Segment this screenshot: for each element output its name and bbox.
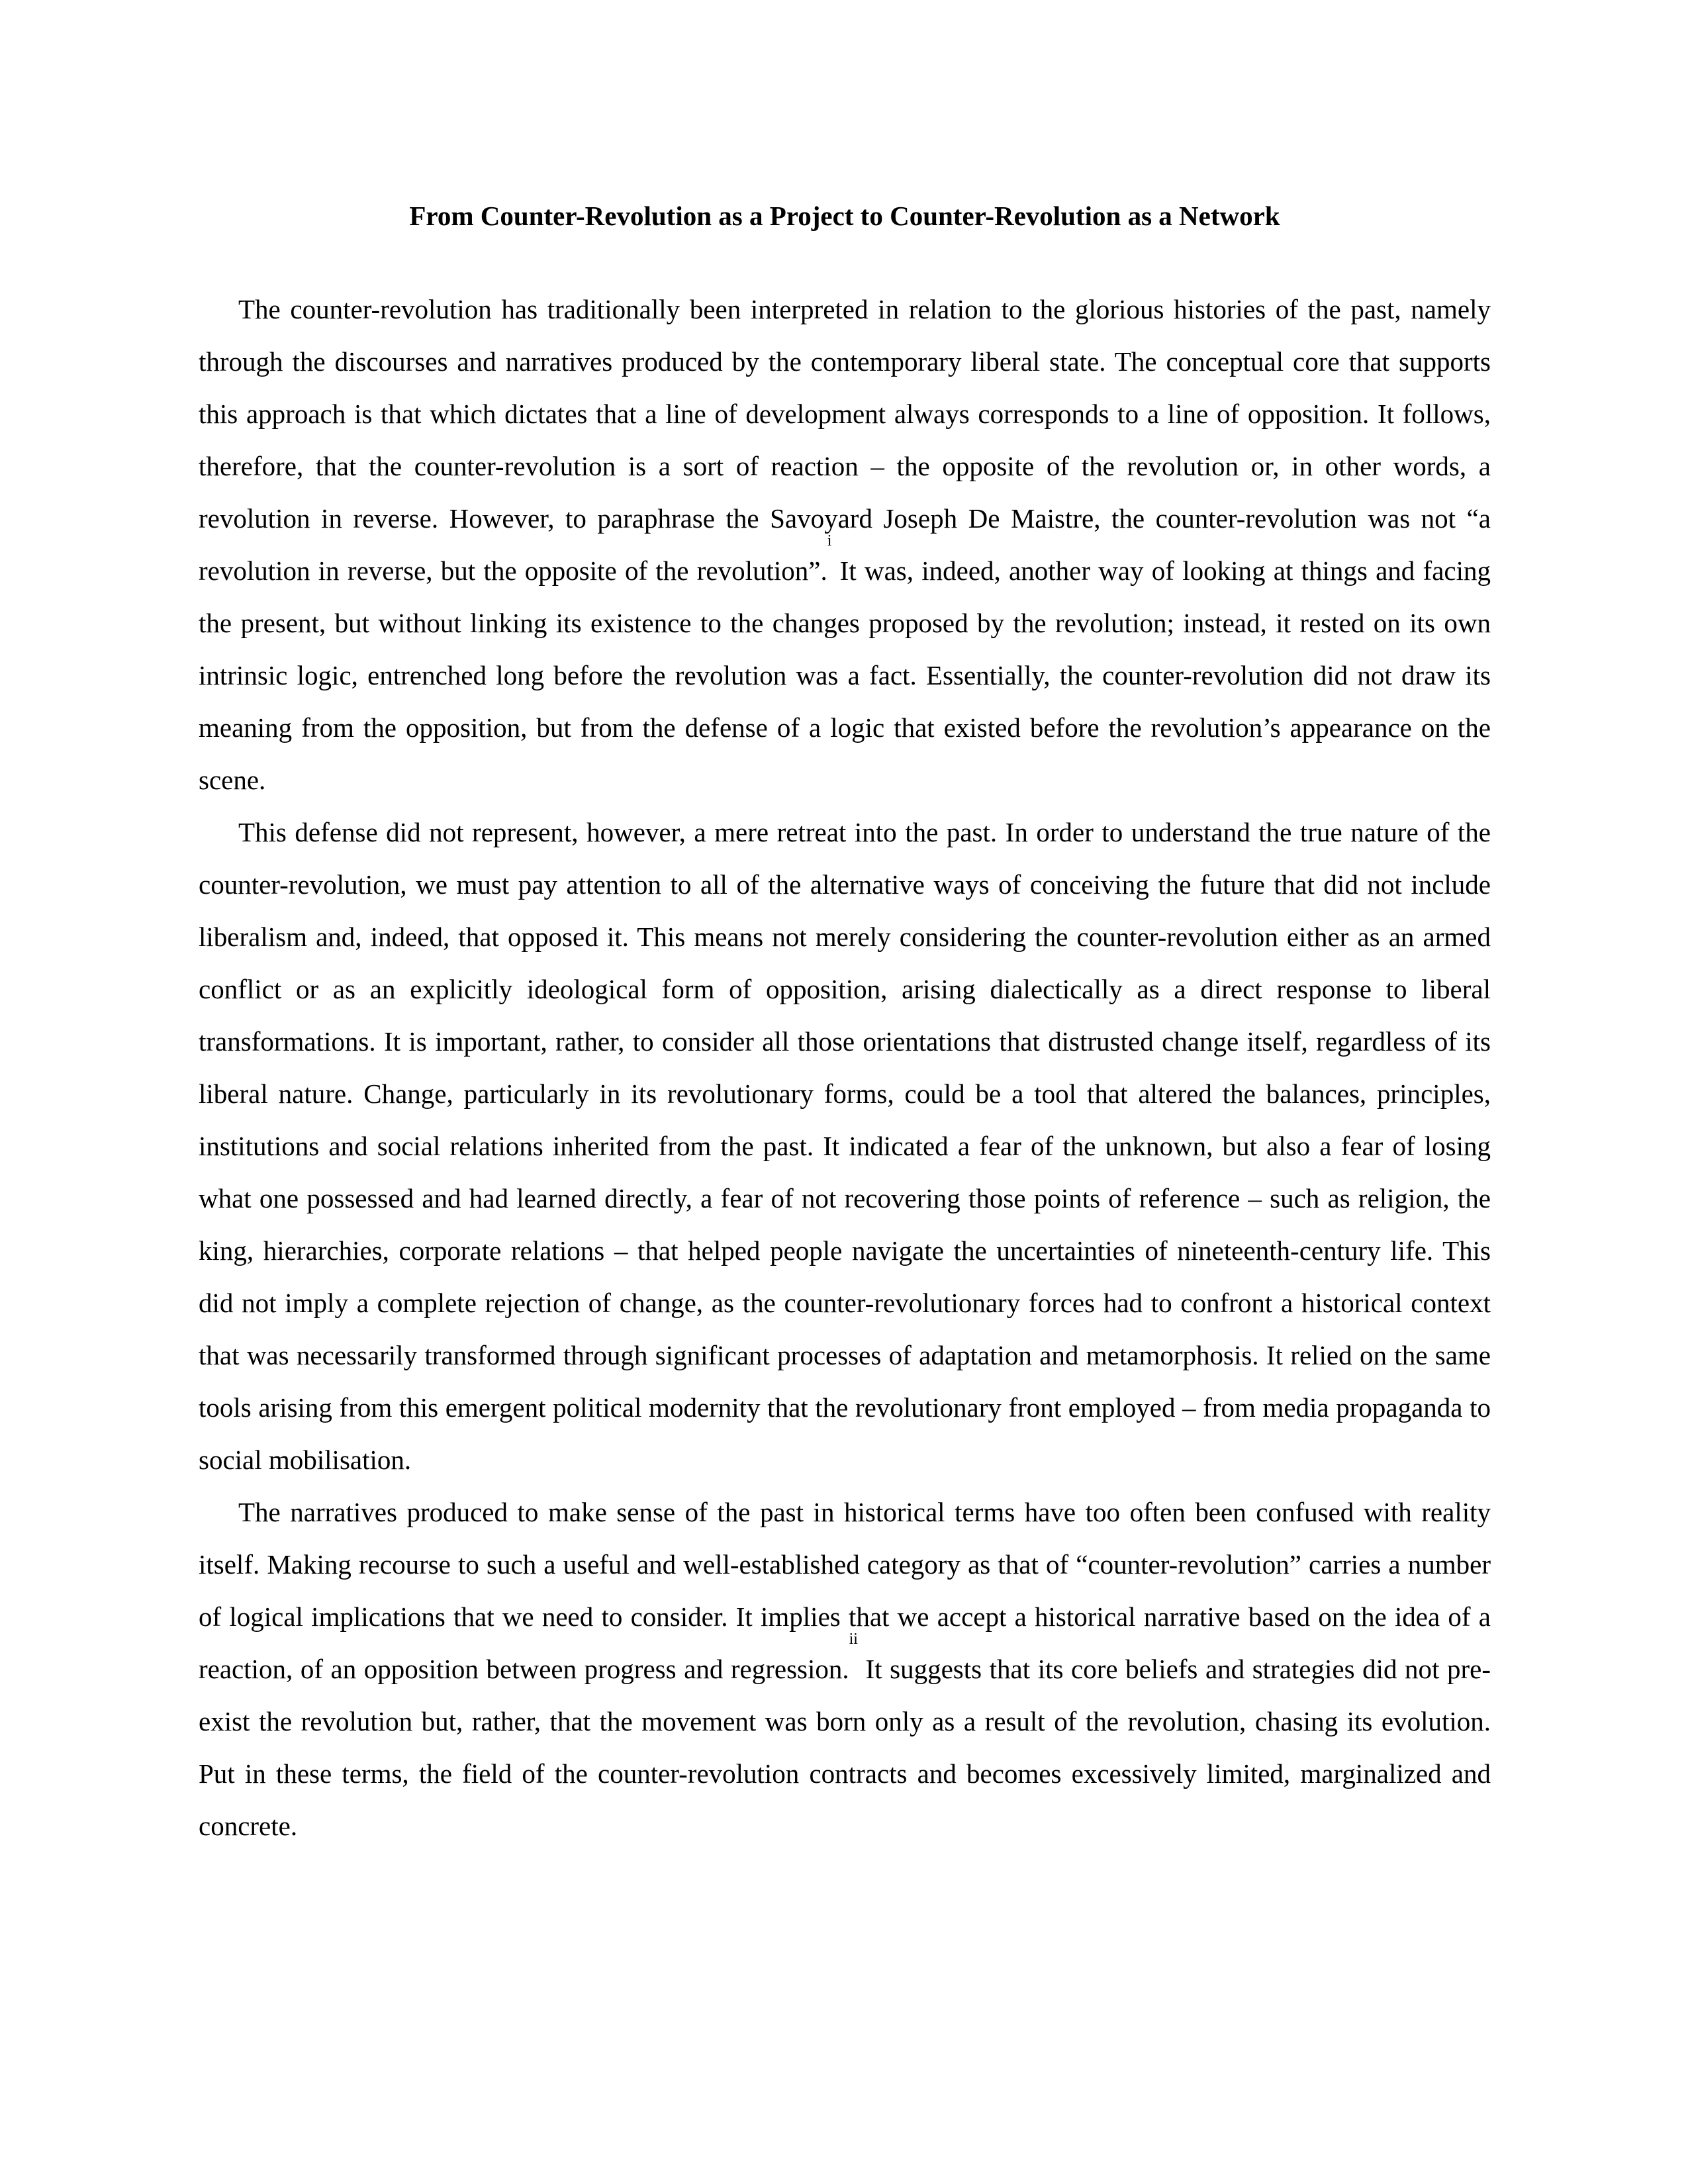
footnote-ref-ii[interactable]: ii [849,1631,858,1648]
paragraph-1-text-a: The counter-revolution has traditionally been interpreted in relation to the glorious histories of the past, namely through the discourses and narratives produced by the contemporary liberal state. The conceptual core that supports this approach is that which dictates that a line of development always corresponds to a line of opposition. It follows, therefore, that the counter-revolution is a sort of reaction – the opposite of the revolution or, in other words, a revolution in reverse. However, to paraphrase the Savoyard Joseph De Maistre, the counter-revolution was not “a revolution in reverse, but the opposite of the revolution”. [199,294,1491,586]
paragraph-1-text-b: It was, indeed, another way of looking at things and facing the present, but without linking its existence to the changes proposed by the revolution; instead, it rested on its own intrinsic logic, entrenched long before the revolution was a fact. Essentially, the counter-revolution did not draw its meaning from the opposition, but from the defense of a logic that existed before the revolution’s appearance on the scene. [199,555,1491,795]
paragraph-1 [199,283,1491,806]
paragraph-3 [199,1486,1491,1852]
paragraph-3-text-b: It suggests that its core beliefs and strategies did not pre-exist the revolution but, rather, that the movement was born only as a result of the revolution, chasing its evolution. Put in these terms, the field of the counter-revolution contracts and becomes excessively limited, marginalized and concrete. [199,1654,1491,1841]
paragraph-2: This defense did not represent, however, a mere retreat into the past. In order to understand the true nature of the counter-revolution, we must pay attention to all of the alternative ways of conceiving the future that did not include liberalism and, indeed, that opposed it. This means not merely considering the counter-revolution either as an armed conflict or as an explicitly ideological form of opposition, arising dialectically as a direct response to liberal transformations. It is important, rather, to consider all those orientations that distrusted change itself, regardless of its liberal nature. Change, particularly in its revolutionary forms, could be a tool that altered the balances, principles, institutions and social relations inherited from the past. It indicated a fear of the unknown, but also a fear of losing what one possessed and had learned directly, a fear of not recovering those points of reference – such as religion, the king, hierarchies, corporate relations – that helped people navigate the uncertainties of nineteenth-century life. This did not imply a complete rejection of change, as the counter-revolutionary forces had to confront a historical context that was necessarily transformed through significant processes of adaptation and metamorphosis. It relied on the same tools arising from this emergent political modernity that the revolutionary front employed – from media propaganda to social mobilisation. [199,817,1491,1475]
document-title: From Counter-Revolution as a Project to Counter-Revolution as a Network [409,201,1280,231]
paragraph-3-text-a: The narratives produced to make sense of the past in historical terms have too often been confused with reality itself. Making recourse to such a useful and well-established category as that of “counter-revolution” carries a number of logical implications that we need to consider. It implies that we accept a historical narrative based on the idea of a reaction, of an opposition between progress and regression. [199,1497,1491,1684]
document-page [199,196,1491,1852]
footnote-ref-i[interactable]: i [827,532,832,549]
